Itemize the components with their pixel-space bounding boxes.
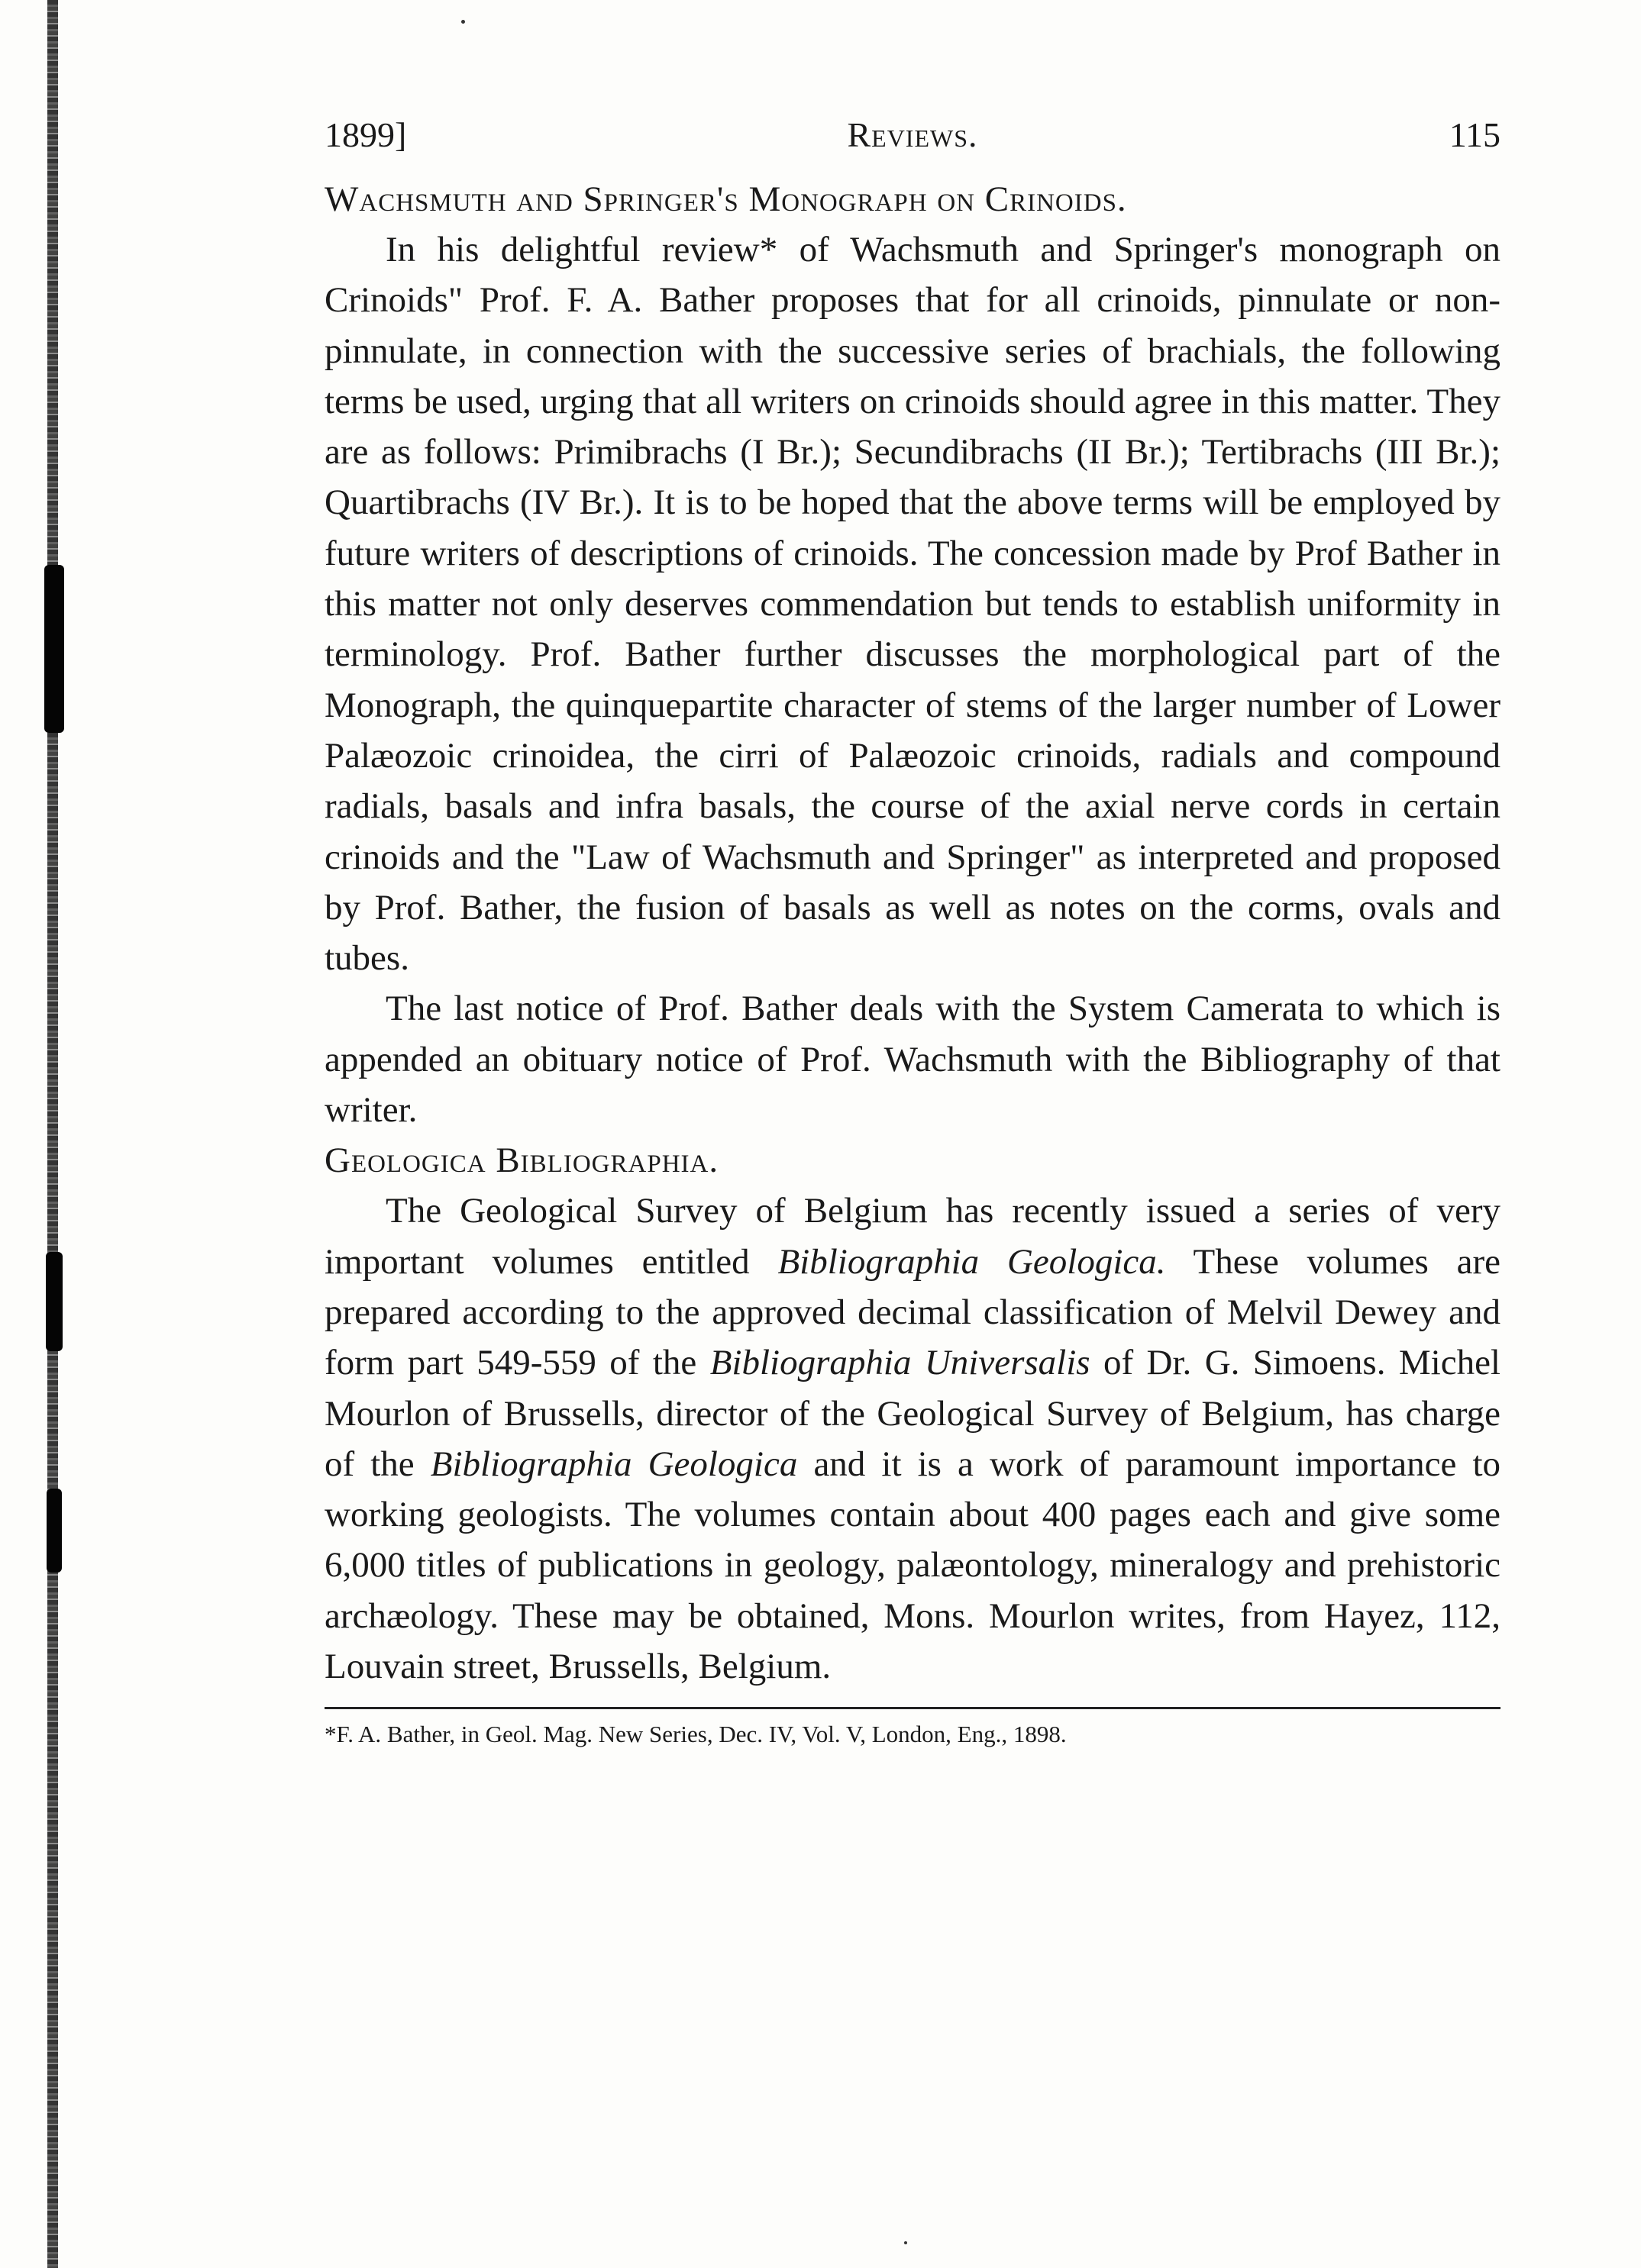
article2-text-c: of Dr. G. Simoens. Michel Mourlon of Brussells, director of the Geological Survey of Belgium, has charge of the (325, 1343, 1500, 1484)
binding-shadow (44, 565, 64, 733)
article2-text-b: These volumes are prepared according to the approved decimal classification of Melvil Dewey and form part 549-559 of the (325, 1241, 1501, 1383)
footnote-divider (325, 1707, 1500, 1709)
article2-italic-bibliographia-geologica: Bibliographia Geologica. (777, 1241, 1166, 1282)
article1-title: Wachsmuth and Springer's Monograph on Crinoids. (325, 179, 1127, 219)
print-speck (461, 20, 465, 24)
article2-paragraph (325, 1186, 1500, 1692)
article2-title: Geologica Bibliographia. (325, 1140, 719, 1181)
article1-paragraph1: In his delightful review* of Wachsmuth and Springer's monograph on Crinoids" Prof. F. A. Bather proposes that for all crinoids, pinnulate or non-pinnulate, in connection with the successive series of brachials, the following terms be used, urging that all writers on crinoids should agree in this matter. They are as follows: Primibrachs (I Br.); Secundibrachs (II Br.); Tertibrachs (III Br.); Quartibrachs (IV Br.). It is to be hoped that the above terms will be employed by future writers of descriptions of crinoids. The concession made by Prof Bather in this matter not only deserves commendation but tends to establish uniformity in terminology. Prof. Bather further discusses the morphological part of the Monograph, the quinquepartite character of stems of the larger number of Lower Palæozoic crinoidea, the cirri of Palæozoic crinoids, radials and compound radials, basals and infra basals, the course of the axial nerve cords in certain crinoids and the "Law of Wachsmuth and Springer" as interpreted and proposed by Prof. Bather, the fusion of basals as well as notes on the corms, ovals and tubes. (325, 230, 1500, 979)
article2-italic-bibliographia-geologica-2: Bibliographia Geologica (430, 1444, 798, 1484)
header-page-number: 115 (1449, 115, 1500, 154)
header-year: 1899] (325, 115, 407, 154)
article2-text-d: and it is a work of paramount importance to working geologists. The volumes contain about 400 pages each and give some 6,000 titles of publications in geology, palæontology, mineralogy and prehistoric archæology. These may be obtained, Mons. Mourlon writes, from Hayez, 112, Louvain street, Brussells, Belgium. (325, 1444, 1501, 1687)
print-speck (904, 2241, 907, 2244)
article1-paragraph2: The last notice of Prof. Bather deals with the System Camerata to which is appended an obituary notice of Prof. Wachsmuth with the Bibliography of that writer. (325, 989, 1500, 1131)
article2-text-a: The Geological Survey of Belgium has recently issued a series of very important volumes entitled (325, 1191, 1500, 1282)
book-binding-edge (47, 0, 58, 2268)
binding-shadow (46, 1252, 63, 1351)
running-header (325, 115, 1500, 168)
footnote: *F. A. Bather, in Geol. Mag. New Series, Dec. IV, Vol. V, London, Eng., 1898. (325, 1721, 1067, 1748)
page-content (325, 115, 1500, 1750)
header-section: Reviews. (847, 115, 978, 154)
binding-shadow (47, 1489, 62, 1573)
article2-italic-bibliographia-universalis: Bibliographia Universalis (709, 1343, 1090, 1383)
